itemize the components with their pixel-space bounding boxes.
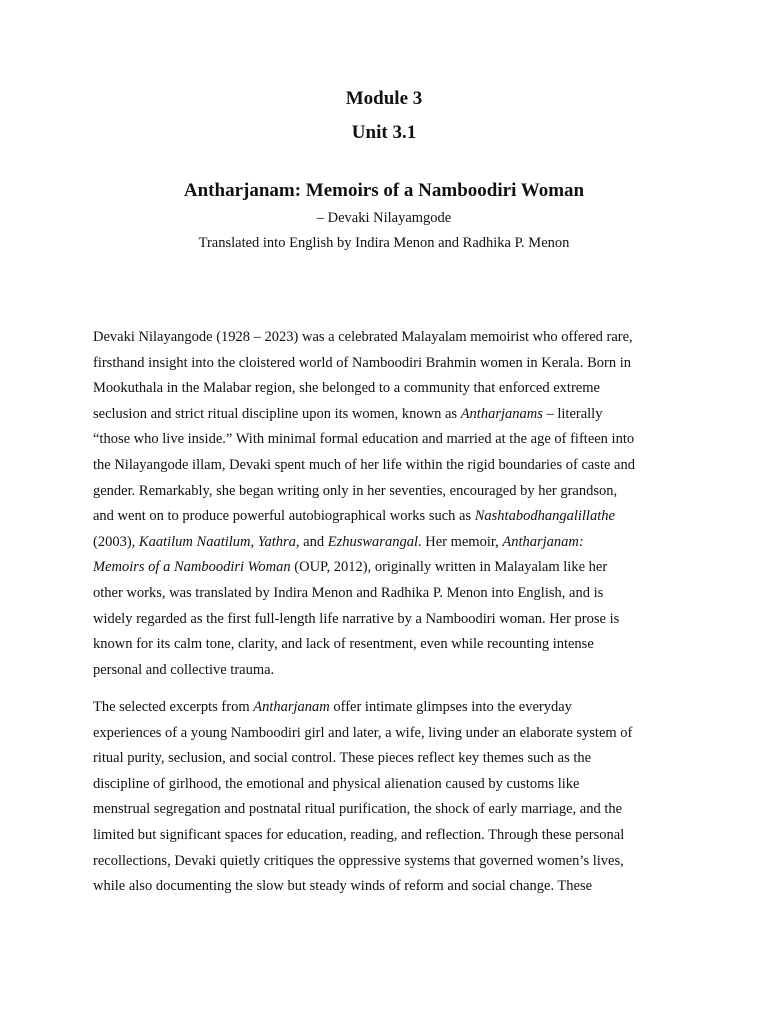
text-run: (OUP, 2012), originally written in Malayalam like her (290, 559, 608, 576)
text-run: – literally (542, 405, 603, 422)
text-run: known for its calm tone, clarity, and lack of resentment, even while recounting intense (93, 636, 594, 653)
text-run: offer intimate glimpses into the everyday (329, 699, 572, 715)
italic-text: Memoirs of a Namboodiri Woman (93, 559, 291, 576)
text-line (93, 772, 683, 798)
text-run: the Nilayangode illam, Devaki spent much of her life within the rigid boundaries of caste and (93, 456, 635, 473)
italic-text: Ezhuswarangal (327, 533, 418, 550)
italic-text: Antharjanams (460, 405, 543, 422)
paragraph-1 (93, 325, 683, 683)
text-line (93, 746, 683, 772)
text-line (93, 874, 683, 900)
text-run: limited but significant spaces for education, reading, and reflection. Through these personal (93, 826, 625, 843)
text-line (93, 607, 683, 633)
author-line: – Devaki Nilayamgode (316, 210, 452, 226)
text-line (93, 581, 683, 607)
text-run: seclusion and strict ritual discipline upon its women, known as (93, 405, 461, 422)
unit-heading: Unit 3.1 (351, 122, 417, 143)
module-heading: Module 3 (345, 88, 423, 109)
italic-text: Antharjanam: (502, 533, 584, 550)
italic-text: Antharjanam (253, 699, 330, 715)
text-run: (2003), (93, 533, 139, 550)
text-line (93, 695, 683, 721)
text-run: gender. Remarkably, she began writing only in her seventies, encouraged by her grandson, (93, 482, 618, 499)
italic-text: Nashtabodhangalillathe (474, 508, 615, 525)
italic-text: Kaatilum Naatilum (138, 533, 251, 550)
text-line (93, 658, 683, 684)
text-run: experiences of a young Namboodiri girl and later, a wife, living under an elaborate system of (93, 724, 633, 741)
text-line (93, 325, 683, 351)
text-run: firsthand insight into the cloistered world of Namboodiri Brahmin women in Kerala. Born in (93, 354, 632, 371)
text-run: other works, was translated by Indira Menon and Radhika P. Menon into English, and is (93, 584, 604, 601)
text-run: The selected excerpts from (93, 699, 254, 715)
text-line (93, 351, 683, 377)
text-run: recollections, Devaki quietly critiques the oppressive systems that governed women’s lives, (93, 852, 624, 869)
text-run: discipline of girlhood, the emotional and physical alienation caused by customs like (93, 775, 580, 792)
text-line (93, 402, 683, 428)
text-run: widely regarded as the first full-length life narrative by a Namboodiri woman. Her prose is (93, 610, 620, 627)
translator-line: Translated into English by Indira Menon and Radhika P. Menon (198, 235, 570, 251)
text-run: , (250, 533, 258, 550)
italic-text: Yathra (257, 533, 296, 550)
text-line (93, 797, 683, 823)
text-line (93, 530, 683, 556)
paragraph-2 (93, 695, 683, 900)
text-line (93, 632, 683, 658)
text-run: menstrual segregation and postnatal ritual purification, the shock of early marriage, and the (93, 801, 623, 818)
text-line (93, 823, 683, 849)
text-run: , and (295, 533, 328, 550)
document-title: Antharjanam: Memoirs of a Namboodiri Woman (183, 180, 585, 201)
text-line (93, 849, 683, 875)
text-run: . Her memoir, (417, 533, 503, 550)
text-run: and went on to produce powerful autobiographical works such as (93, 508, 475, 525)
text-line (93, 453, 683, 479)
text-run: ritual purity, seclusion, and social control. These pieces reflect key themes such as the (93, 750, 592, 767)
text-line (93, 504, 683, 530)
text-run: Mookuthala in the Malabar region, she belonged to a community that enforced extreme (93, 380, 600, 397)
text-line (93, 479, 683, 505)
text-run: while also documenting the slow but steady winds of reform and social change. These (93, 878, 593, 895)
text-line (93, 721, 683, 747)
text-line (93, 376, 683, 402)
text-run: Devaki Nilayangode (1928 – 2023) was a celebrated Malayalam memoirist who offered rare, (93, 329, 633, 345)
text-line (93, 427, 683, 453)
text-run: personal and collective trauma. (93, 661, 275, 678)
text-run: “those who live inside.” With minimal formal education and married at the age of fifteen into (93, 431, 635, 448)
text-line (93, 555, 683, 581)
